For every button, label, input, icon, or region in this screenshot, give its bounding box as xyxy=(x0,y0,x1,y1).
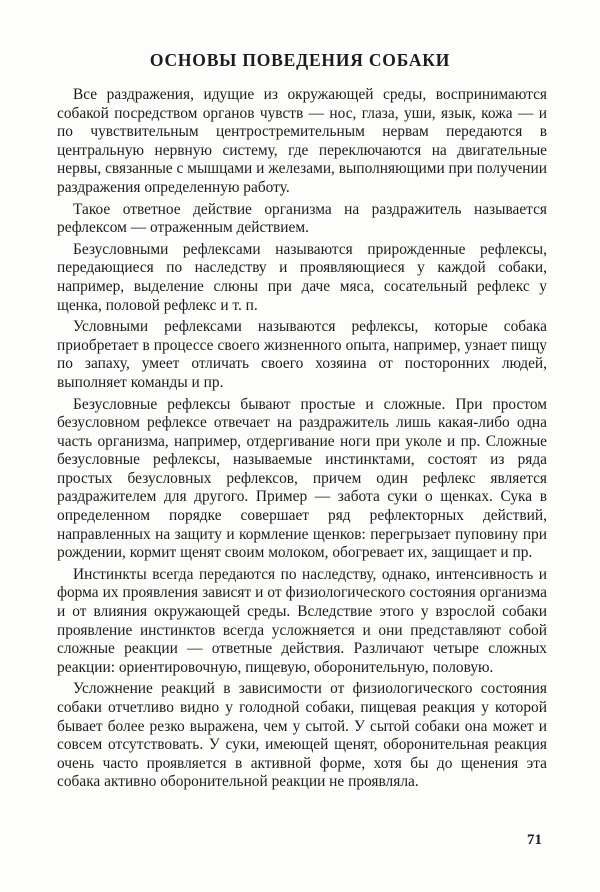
paragraph-5: Безусловные рефлексы бывают простые и сложные. При простом безусловном рефлексе отвечает на раздражитель лишь какая-либо одна часть организма, например, отдергивание ноги при уколе и пр. Сложные безусловные рефлексы, называемые инстинктами, состоят из ряда простых безусловных рефлексов, причем один рефлекс является раздражителем для другого. Пример — забота суки о щенках. Сука в определенном порядке совершает ряд рефлекторных действий, направленных на защиту и кормление щенков: перегрызает пуповину при рождении, кормит щенят своим молоком, обогревает их, защищает и пр. xyxy=(57,395,547,562)
paragraph-6: Инстинкты всегда передаются по наследству, однако, интенсивность и форма их проявления зависят и от физиологического состояния организма и от влияния окружающей среды. Вследствие этого у взрослой собаки проявление инстинктов всегда усложняется и они представляют собой сложные реакции — ответные действия. Различают четыре сложных реакции: ориентировочную, пищевую, оборонительную, половую. xyxy=(57,565,547,676)
paragraph-1: Все раздражения, идущие из окружающей среды, воспринимаются собакой посредством органов чувств — нос, глаза, уши, язык, кожа — и по чувствительным центростремительным нервам передаются в центральную нервную систему, где переключаются на двигательные нервы, связанные с мышцами и железами, выполняющими при получении раздражения определенную работу. xyxy=(57,86,547,196)
chapter-title: ОСНОВЫ ПОВЕДЕНИЯ СОБАКИ xyxy=(149,50,451,70)
paragraph-4: Условными рефлексами называются рефлексы, которые собака приобретает в процессе своего жизненного опыта, например, узнает пищу по запаху, умеет отличать своего хозяина от посторонних людей, выполняет команды и пр. xyxy=(57,318,547,391)
paragraph-2: Такое ответное действие организма на раздражитель называется рефлексом — отраженным действием. xyxy=(57,200,547,237)
page-number: 71 xyxy=(527,832,542,848)
body-text xyxy=(57,86,547,795)
paragraph-7: Усложнение реакций в зависимости от физиологического состояния собаки отчетливо видно у голодной собаки, пищевая реакция у которой бывает более резко выражена, чем у сытой. У сытой собаки она может и совсем отсутствовать. У суки, имеющей щенят, оборонительная реакция очень часто проявляется в активной форме, хотя бы до щенения эта собака активно оборонительной реакции не проявляла. xyxy=(57,680,547,791)
paragraph-3: Безусловными рефлексами называются прирожденные рефлексы, передающиеся по наследству и проявляющиеся у каждой собаки, например, выделение слюны при даче мяса, сосательный рефлекс у щенка, половой рефлекс и т. п. xyxy=(57,240,547,314)
